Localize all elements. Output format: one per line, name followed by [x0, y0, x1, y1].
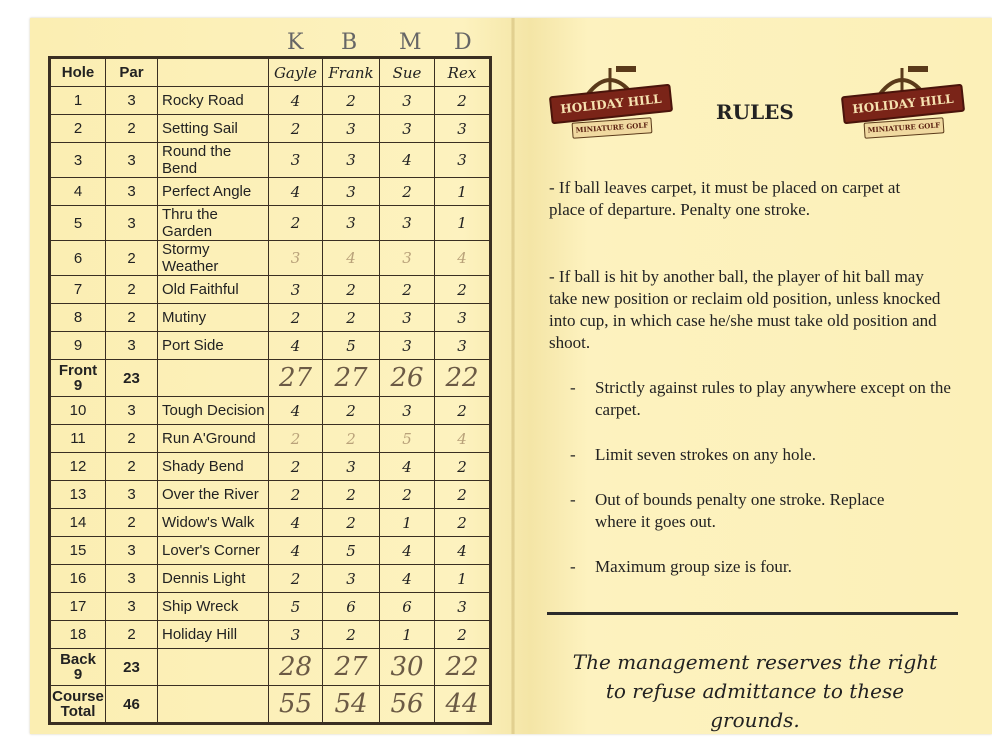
bullet-dash: - — [570, 557, 576, 576]
hole-number: 12 — [50, 453, 106, 481]
player-total: 27 — [269, 360, 323, 397]
player-score: 4 — [380, 537, 435, 565]
hole-par: 2 — [106, 509, 158, 537]
hole-name: Dennis Light — [158, 565, 269, 593]
logo-subtitle: MINIATURE GOLF — [572, 117, 653, 139]
summary-label — [50, 686, 106, 724]
hole-row — [50, 565, 491, 593]
player-score: 3 — [380, 206, 435, 241]
hole-row — [50, 87, 491, 115]
player-score: 2 — [323, 425, 380, 453]
card-fold — [511, 18, 515, 734]
back-nine-row — [50, 649, 491, 686]
hole-name: Stormy Weather — [158, 241, 269, 276]
player-score: 3 — [323, 115, 380, 143]
hole-name: Perfect Angle — [158, 178, 269, 206]
player-total: 56 — [380, 686, 435, 724]
hole-par: 2 — [106, 241, 158, 276]
player-total: 27 — [323, 649, 380, 686]
logo-title: HOLIDAY HILL — [549, 84, 673, 125]
player-score: 3 — [435, 304, 491, 332]
player-score: 5 — [269, 593, 323, 621]
player-score: 4 — [269, 87, 323, 115]
hole-name: Widow's Walk — [158, 509, 269, 537]
player-score: 2 — [269, 206, 323, 241]
hole-row — [50, 143, 491, 178]
player-score: 2 — [435, 453, 491, 481]
hole-number: 2 — [50, 115, 106, 143]
player-score: 3 — [269, 621, 323, 649]
player-score: 3 — [380, 304, 435, 332]
player-name: Frank — [323, 58, 380, 87]
hole-number: 7 — [50, 276, 106, 304]
player-score: 1 — [435, 565, 491, 593]
hole-name: Old Faithful — [158, 276, 269, 304]
player-initial: K — [287, 30, 304, 55]
player-score: 4 — [435, 241, 491, 276]
hole-par: 3 — [106, 593, 158, 621]
hole-name: Over the River — [158, 481, 269, 509]
hole-number: 4 — [50, 178, 106, 206]
hole-row — [50, 397, 491, 425]
player-score: 2 — [323, 621, 380, 649]
hole-number: 6 — [50, 241, 106, 276]
player-score: 3 — [435, 593, 491, 621]
bullet-text: Maximum group size is four. — [595, 557, 792, 576]
player-total: 44 — [435, 686, 491, 724]
hole-number: 16 — [50, 565, 106, 593]
player-score: 2 — [269, 565, 323, 593]
player-score: 2 — [435, 87, 491, 115]
player-score: 4 — [269, 178, 323, 206]
summary-label-line: 9 — [73, 666, 83, 683]
hole-number: 17 — [50, 593, 106, 621]
player-score: 3 — [323, 206, 380, 241]
player-score: 2 — [323, 276, 380, 304]
bullet-text: Limit seven strokes on any hole. — [595, 445, 816, 464]
hole-name: Rocky Road — [158, 87, 269, 115]
player-score: 3 — [435, 332, 491, 360]
summary-label-line: Back — [60, 651, 96, 668]
player-score: 3 — [269, 143, 323, 178]
hole-par: 2 — [106, 621, 158, 649]
summary-par: 23 — [106, 360, 158, 397]
hole-par: 2 — [106, 115, 158, 143]
hole-number: 3 — [50, 143, 106, 178]
player-score: 4 — [269, 397, 323, 425]
hole-row — [50, 537, 491, 565]
hole-row — [50, 621, 491, 649]
player-score: 2 — [269, 115, 323, 143]
hole-number: 1 — [50, 87, 106, 115]
hole-number: 11 — [50, 425, 106, 453]
hole-par: 3 — [106, 143, 158, 178]
player-score: 2 — [323, 304, 380, 332]
player-score: 1 — [380, 621, 435, 649]
player-score: 2 — [269, 453, 323, 481]
hole-row — [50, 509, 491, 537]
hole-row — [50, 593, 491, 621]
divider-line — [547, 612, 958, 615]
player-score: 2 — [323, 397, 380, 425]
player-score: 4 — [380, 565, 435, 593]
logo-subtitle: MINIATURE GOLF — [864, 117, 945, 139]
course-total-row — [50, 686, 491, 724]
hole-row — [50, 425, 491, 453]
hole-number: 5 — [50, 206, 106, 241]
player-score: 2 — [435, 276, 491, 304]
summary-label-line: Total — [60, 703, 96, 720]
hole-par: 3 — [106, 565, 158, 593]
hole-par: 3 — [106, 87, 158, 115]
name-header — [158, 58, 269, 87]
bullet-text: Out of bounds penalty one stroke. Replace where it goes out. — [595, 490, 885, 531]
hole-name: Mutiny — [158, 304, 269, 332]
logo-title: HOLIDAY HILL — [841, 84, 965, 125]
player-score: 4 — [269, 509, 323, 537]
player-score: 2 — [380, 481, 435, 509]
player-score: 3 — [380, 332, 435, 360]
player-name: Sue — [380, 58, 435, 87]
player-score: 4 — [380, 453, 435, 481]
summary-par: 46 — [106, 686, 158, 724]
player-score: 3 — [323, 143, 380, 178]
holiday-hill-logo-right — [842, 64, 964, 148]
hole-name: Lover's Corner — [158, 537, 269, 565]
player-initial: M — [399, 30, 422, 55]
player-total: 55 — [269, 686, 323, 724]
hole-number: 8 — [50, 304, 106, 332]
summary-par: 23 — [106, 649, 158, 686]
hole-number: 14 — [50, 509, 106, 537]
rule-paragraph: - If ball leaves carpet, it must be placed on carpet at place of departure. Penalty one stroke. — [549, 178, 901, 219]
hole-row — [50, 206, 491, 241]
hole-par: 3 — [106, 178, 158, 206]
hole-name: Holiday Hill — [158, 621, 269, 649]
hole-row — [50, 178, 491, 206]
player-name: Gayle — [269, 58, 323, 87]
hole-row — [50, 241, 491, 276]
hole-row — [50, 332, 491, 360]
player-score: 4 — [435, 425, 491, 453]
bullet-dash: - — [570, 378, 576, 397]
player-name: Rex — [435, 58, 491, 87]
hole-par: 3 — [106, 481, 158, 509]
hole-number: 18 — [50, 621, 106, 649]
summary-label — [50, 649, 106, 686]
summary-label-line: 9 — [73, 377, 83, 394]
hole-name: Thru the Garden — [158, 206, 269, 241]
hole-number: 10 — [50, 397, 106, 425]
hole-number: 9 — [50, 332, 106, 360]
hole-par: 2 — [106, 425, 158, 453]
player-score: 5 — [380, 425, 435, 453]
player-initial: B — [341, 30, 358, 55]
player-score: 4 — [435, 537, 491, 565]
player-score: 3 — [435, 115, 491, 143]
rule-paragraph: - If ball is hit by another ball, the player of hit ball may take new position or reclaim old position, unless knocked into cup, in which case he/she must take old position and shoot. — [549, 267, 941, 352]
player-score: 2 — [269, 304, 323, 332]
hole-par: 3 — [106, 332, 158, 360]
hole-name: Run A'Ground — [158, 425, 269, 453]
hole-name: Ship Wreck — [158, 593, 269, 621]
player-score: 2 — [269, 425, 323, 453]
hole-par: 3 — [106, 537, 158, 565]
player-score: 5 — [323, 332, 380, 360]
player-score: 2 — [323, 87, 380, 115]
player-score: 2 — [380, 178, 435, 206]
bullet-dash: - — [570, 445, 576, 464]
player-total: 54 — [323, 686, 380, 724]
player-total: 26 — [380, 360, 435, 397]
hole-row — [50, 304, 491, 332]
hole-par: 2 — [106, 276, 158, 304]
bullet-text: Strictly against rules to play anywhere except on the carpet. — [595, 378, 951, 419]
player-score: 6 — [380, 593, 435, 621]
par-header: Par — [106, 58, 158, 87]
player-score: 3 — [380, 87, 435, 115]
player-score: 3 — [269, 276, 323, 304]
player-initial: D — [454, 30, 472, 55]
hole-number: 13 — [50, 481, 106, 509]
summary-blank — [158, 686, 269, 724]
hole-par: 3 — [106, 397, 158, 425]
player-total: 27 — [323, 360, 380, 397]
player-total: 22 — [435, 360, 491, 397]
hole-name: Tough Decision — [158, 397, 269, 425]
hole-row — [50, 276, 491, 304]
player-score: 3 — [323, 565, 380, 593]
hole-name: Shady Bend — [158, 453, 269, 481]
front-nine-row — [50, 360, 491, 397]
summary-label-line: Front — [58, 362, 98, 379]
hole-name: Round the Bend — [158, 143, 269, 178]
player-score: 4 — [380, 143, 435, 178]
player-score: 4 — [269, 332, 323, 360]
hole-name: Port Side — [158, 332, 269, 360]
player-score: 2 — [380, 276, 435, 304]
player-score: 1 — [380, 509, 435, 537]
player-total: 28 — [269, 649, 323, 686]
summary-label-line: Course — [52, 688, 104, 705]
hole-header: Hole — [50, 58, 106, 87]
player-score: 3 — [380, 115, 435, 143]
player-score: 4 — [323, 241, 380, 276]
score-table — [48, 56, 492, 725]
hole-row — [50, 481, 491, 509]
summary-label — [50, 360, 106, 397]
header-row — [50, 58, 491, 87]
player-score: 1 — [435, 178, 491, 206]
player-score: 2 — [323, 509, 380, 537]
player-total: 30 — [380, 649, 435, 686]
hole-number: 15 — [50, 537, 106, 565]
player-score: 2 — [435, 397, 491, 425]
hole-row — [50, 115, 491, 143]
player-score: 1 — [435, 206, 491, 241]
player-score: 4 — [269, 537, 323, 565]
player-score: 3 — [269, 241, 323, 276]
player-score: 2 — [323, 481, 380, 509]
player-total: 22 — [435, 649, 491, 686]
player-score: 2 — [435, 481, 491, 509]
management-notice: The management reserves the right to refuse admittance to these grounds. — [572, 650, 938, 732]
player-score: 3 — [323, 178, 380, 206]
holiday-hill-logo-left — [550, 64, 672, 148]
summary-blank — [158, 649, 269, 686]
hole-name: Setting Sail — [158, 115, 269, 143]
hole-par: 3 — [106, 206, 158, 241]
player-score: 3 — [323, 453, 380, 481]
bullet-dash: - — [570, 490, 576, 509]
player-score: 5 — [323, 537, 380, 565]
player-score: 2 — [435, 509, 491, 537]
player-score: 2 — [269, 481, 323, 509]
player-score: 2 — [435, 621, 491, 649]
hole-par: 2 — [106, 304, 158, 332]
player-score: 3 — [380, 241, 435, 276]
hole-row — [50, 453, 491, 481]
player-score: 6 — [323, 593, 380, 621]
hole-par: 2 — [106, 453, 158, 481]
player-score: 3 — [380, 397, 435, 425]
rules-title: RULES — [716, 100, 794, 124]
summary-blank — [158, 360, 269, 397]
player-score: 3 — [435, 143, 491, 178]
